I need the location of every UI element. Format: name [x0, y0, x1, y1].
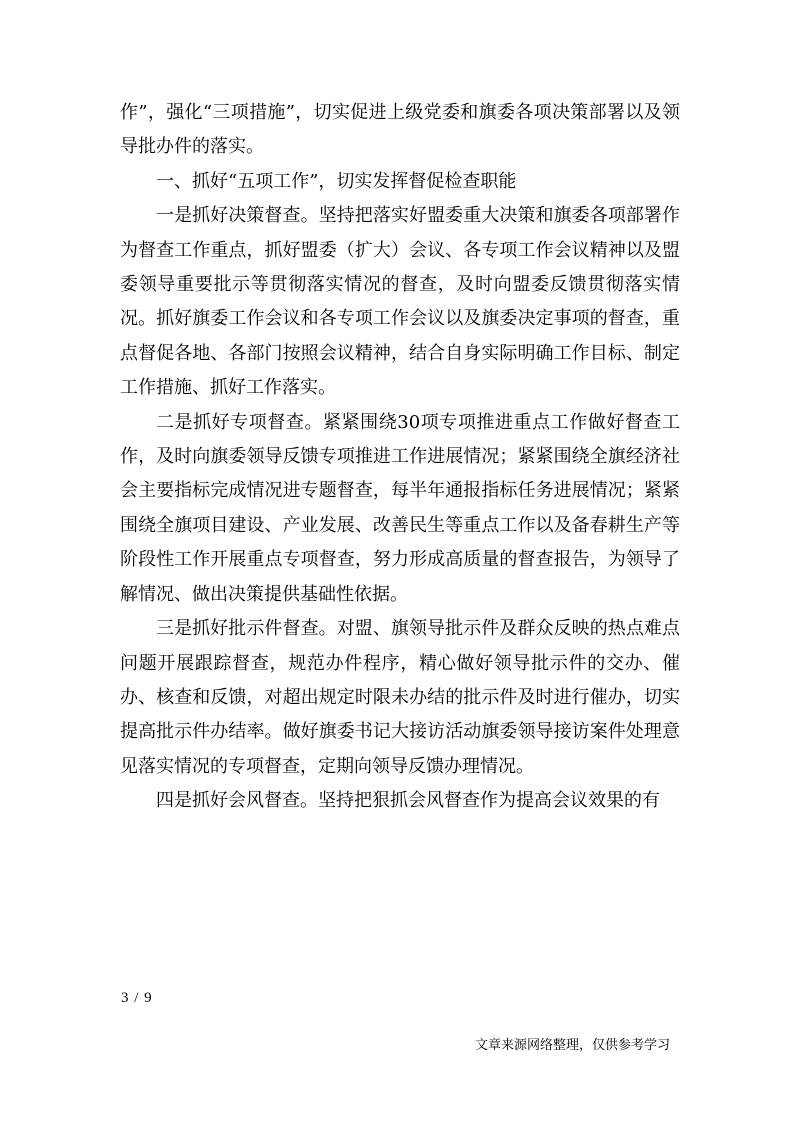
- paragraph-decision-supervision: 一是抓好决策督查。坚持把落实好盟委重大决策和旗委各项部署作为督查工作重点，抓好盟委（扩大）会议、各专项工作会议精神以及盟委领导重要批示等贯彻落实情况的督查，及时向盟委反馈贯彻落实情况。抓好旗委工作会议和各专项工作会议以及旗委决定事项的督查，重点督促各地、各部门按照会议精神，结合自身实际明确工作目标、制定工作措施、抓好工作落实。: [120, 205, 680, 399]
- paragraph-instruction-supervision: 三是抓好批示件督查。对盟、旗领导批示件及群众反映的热点难点问题开展跟踪督查，规范办件程序，精心做好领导批示件的交办、催办、核查和反馈，对超出规定时限未办结的批示件及时进行催办，切实提高批示件办结率。做好旗委书记大接访活动旗委领导接访案件处理意见落实情况的专项督查，定期向领导反馈办理情况。: [120, 618, 680, 777]
- section-heading: 一、抓好“五项工作”，切实发挥督促检查职能: [156, 170, 517, 192]
- page-number: 3 / 9: [121, 990, 153, 1006]
- paragraph-continuation: 作”，强化“三项措施”，切实促进上级党委和旗委各项决策部署以及领导批办件的落实。: [120, 102, 680, 158]
- paragraph-special-supervision: 二是抓好专项督查。紧紧围绕30项专项推进重点工作做好督查工作，及时向旗委领导反馈专项推进工作进展情况；紧紧围绕全旗经济社会主要指标完成情况进专题督查，每半年通报指标任务进展情况；紧紧围绕全旗项目建设、产业发展、改善民生等重点工作以及备春耕生产等阶段性工作开展重点专项督查，努力形成高质量的督查报告，为领导了解情况、做出决策提供基础性依据。: [120, 411, 680, 605]
- paragraph-meeting-supervision: 四是抓好会风督查。坚持把狠抓会风督查作为提高会议效果的有: [156, 790, 660, 812]
- footer-note: 文章来源网络整理，仅供参考学习: [474, 1038, 670, 1053]
- document-body: [120, 96, 680, 819]
